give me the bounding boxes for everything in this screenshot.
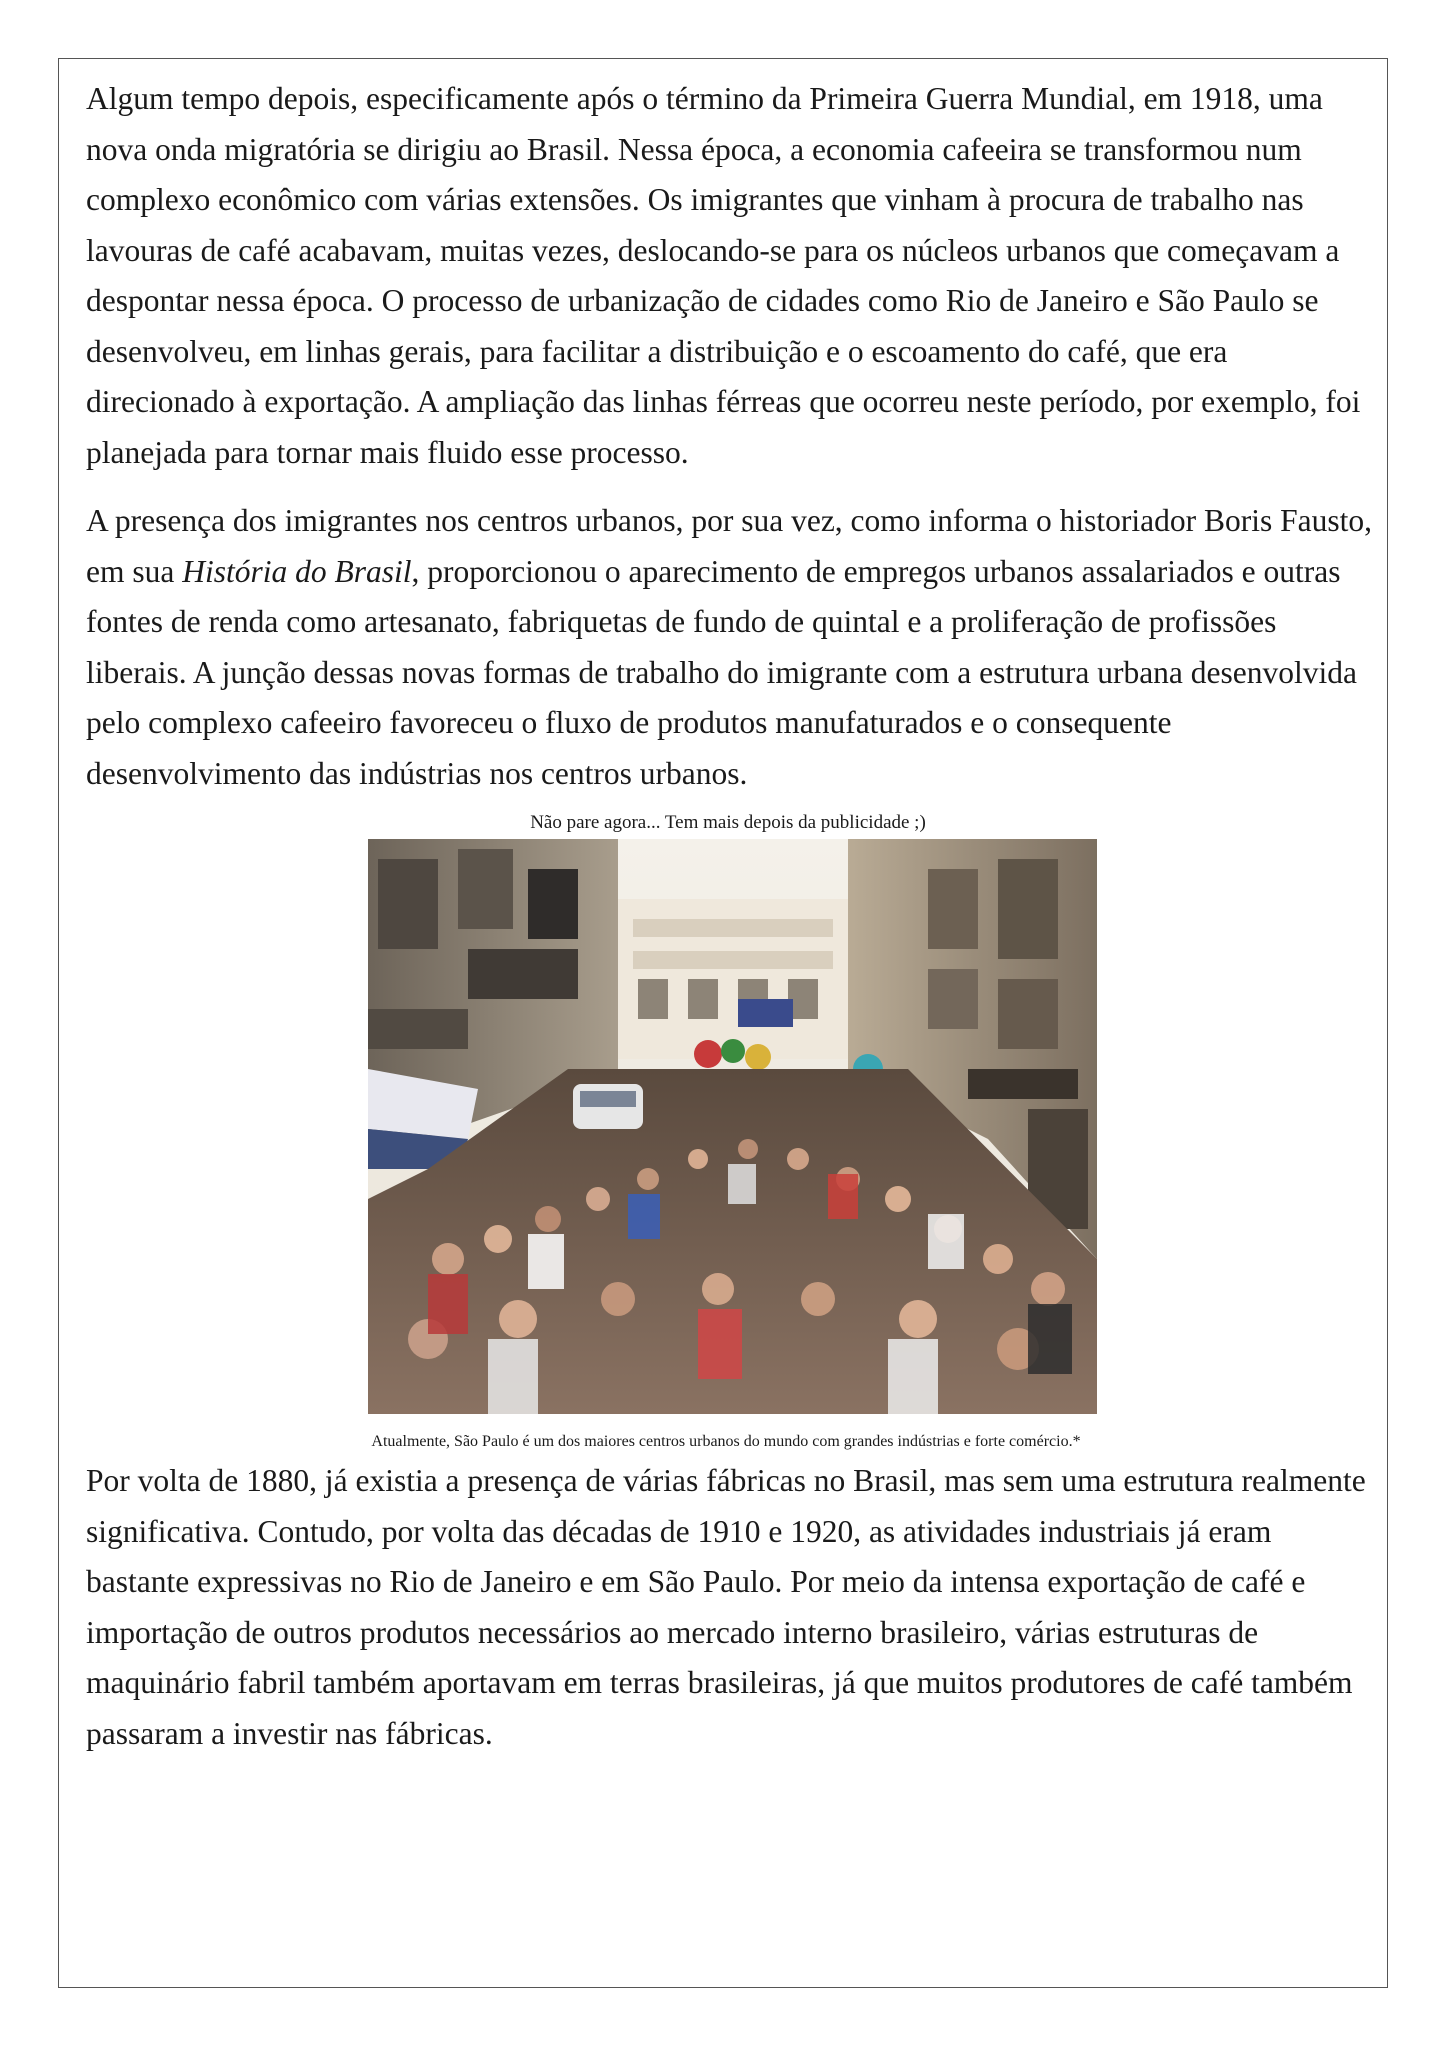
article-body — [86, 74, 1376, 1759]
book-title-historia-do-brasil: História do Brasil — [182, 553, 412, 589]
paragraph-immigration-1918: Algum tempo depois, especificamente após o término da Primeira Guerra Mundial, em 1918, uma nova onda migratória se dirigiu ao Brasil. Nessa época, a economia cafeeira se transformou num complexo econômico com várias extensões. Os imigrantes que vinham à procura de trabalho nas lavouras de café acabavam, muitas vezes, deslocando-se para os núcleos urbanos que começavam a despontar nessa época. O processo de urbanização de cidades como Rio de Janeiro e São Paulo se desenvolveu, em linhas gerais, para facilitar a distribuição e o escoamento do café, que era direcionado à exportação. A ampliação das linhas férreas que ocorreu neste período, por exemplo, foi planejada para tornar mais fluido esse processo. — [86, 81, 1361, 470]
paragraph-factories-1880: Por volta de 1880, já existia a presença de várias fábricas no Brasil, mas sem uma estrutura realmente significativa. Contudo, por volta das décadas de 1910 e 1920, as atividades industriais já eram bastante expressivas no Rio de Janeiro e em São Paulo. Por meio da intensa exportação de café e importação de outros produtos necessários ao mercado interno brasileiro, várias estruturas de maquinário fabril também aportavam em terras brasileiras, já que muitos produtores de café também passaram a investir nas fábricas. — [86, 1463, 1366, 1751]
ad-notice: Não pare agora... Tem mais depois da publicidade ;) — [530, 812, 926, 833]
paragraph-2-start: A presença dos imigrantes nos centros urbanos, por sua vez, como informa o historiador Boris Fausto, em sua — [86, 503, 1372, 589]
photo-caption: Atualmente, São Paulo é um dos maiores centros urbanos do mundo com grandes indústrias e forte comércio.* — [371, 1433, 1081, 1450]
sao-paulo-crowd-photo — [368, 839, 1097, 1414]
paragraph-2-end: , proporcionou o aparecimento de empregos urbanos assalariados e outras fontes de renda como artesanato, fabriquetas de fundo de quintal e a proliferação de profissões liberais. A junção dessas novas formas de trabalho do imigrante com a estrutura urbana desenvolvida pelo complexo cafeeiro favoreceu o fluxo de produtos manufaturados e o consequente desenvolvimento das indústrias nos centros urbanos. — [86, 553, 1357, 791]
paragraph-urban-immigrants — [86, 496, 1376, 799]
